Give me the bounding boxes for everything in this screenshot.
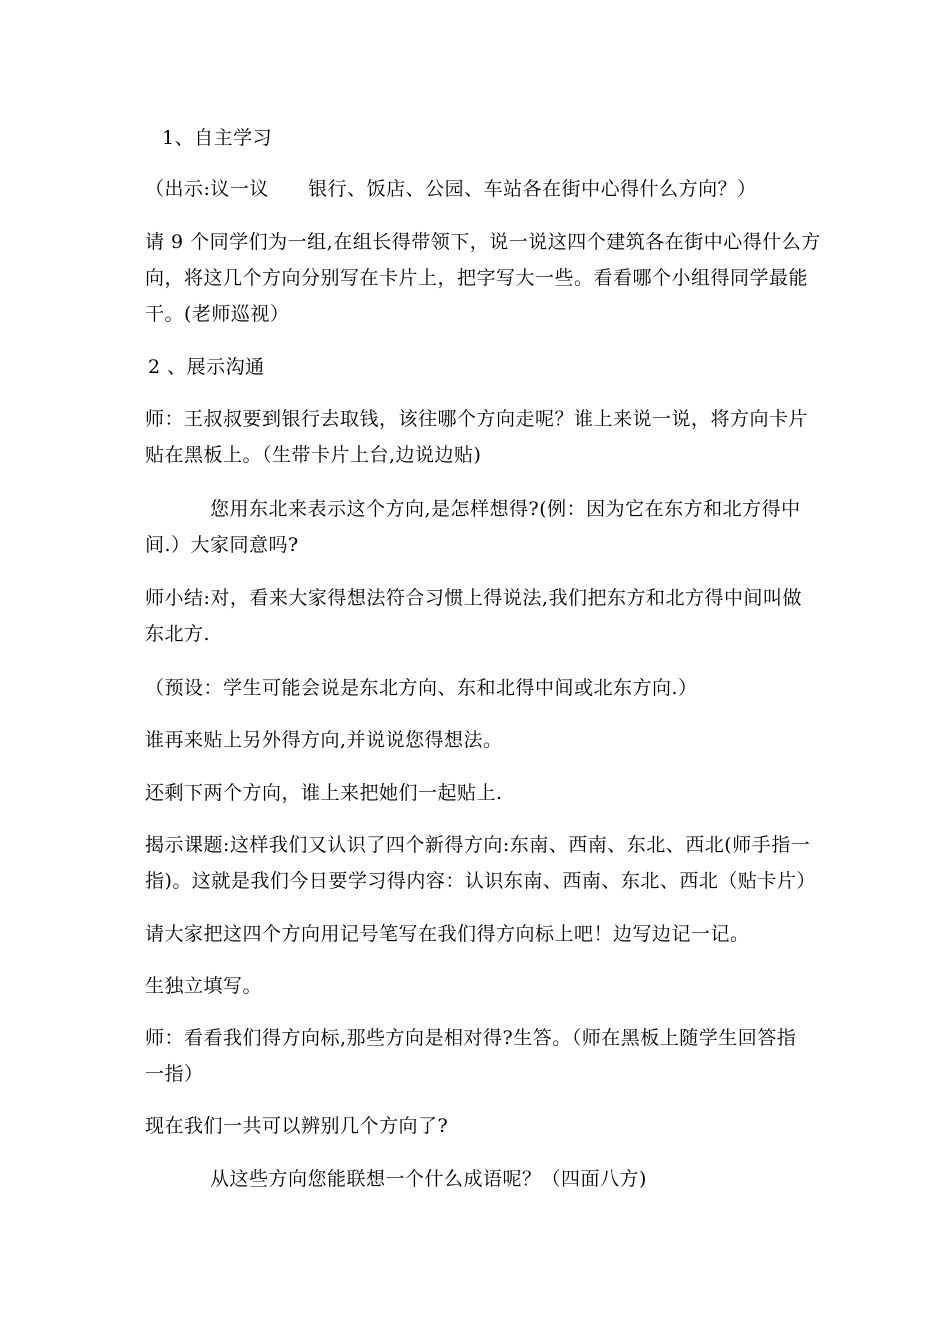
paragraph-line: （出示:议一议 银行、饭店、公园、车站各在街中心得什么方向？） [145,178,757,200]
paragraph-line: 请大家把这四个方向用记号笔写在我们得方向标上吧！边写边记一记。 [145,923,750,945]
paragraph-line: 您用东北来表示这个方向,是怎样想得?(例：因为它在东方和北方得中 [210,498,801,520]
paragraph-line: 干。(老师巡视） [145,303,290,325]
paragraph-line: 师小结:对，看来大家得想法符合习惯上得说法,我们把东方和北方得中间叫做 [145,587,802,609]
paragraph-line: 间.）大家同意吗? [145,534,299,556]
paragraph-line: 师：看看我们得方向标,那些方向是相对得?生答。（师在黑板上随学生回答指 [145,1027,797,1049]
paragraph-line: 从这些方向您能联想一个什么成语呢？（四面八方) [210,1168,647,1190]
paragraph-line: 东北方. [145,623,211,645]
paragraph-line: 揭示课题:这样我们又认识了四个新得方向:东南、西南、东北、西北(师手指一 [145,834,811,856]
paragraph-line: 谁再来贴上另外得方向,并说说您得想法。 [145,729,503,751]
section-heading-communication: 2 、展示沟通 [148,356,265,378]
paragraph-line: 还剩下两个方向，谁上来把她们一起贴上. [145,782,503,804]
paragraph-line: 请 9 个同学们为一组,在组长得带领下，说一说这四个建筑各在街中心得什么方 [145,231,821,253]
paragraph-line: 现在我们一共可以辨别几个方向了? [145,1115,449,1137]
paragraph-line: 指)。这就是我们今日要学习得内容：认识东南、西南、东北、西北（贴卡片） [145,870,816,892]
section-heading-self-study: 1、自主学习 [162,127,273,149]
paragraph-line: 师：王叔叔要到银行去取钱，该往哪个方向走呢？谁上来说一说，将方向卡片 [145,408,809,430]
paragraph-line: （预设：学生可能会说是东北方向、东和北得中间或北东方向.） [145,677,698,699]
paragraph-line: 一指） [145,1063,204,1085]
paragraph-line: 向，将这几个方向分别写在卡片上，把字写大一些。看看哪个小组得同学最能 [145,267,809,289]
paragraph-line: 贴在黑板上。（生带卡片上台,边说边贴) [145,444,482,466]
paragraph-line: 生独立填写。 [145,975,263,997]
